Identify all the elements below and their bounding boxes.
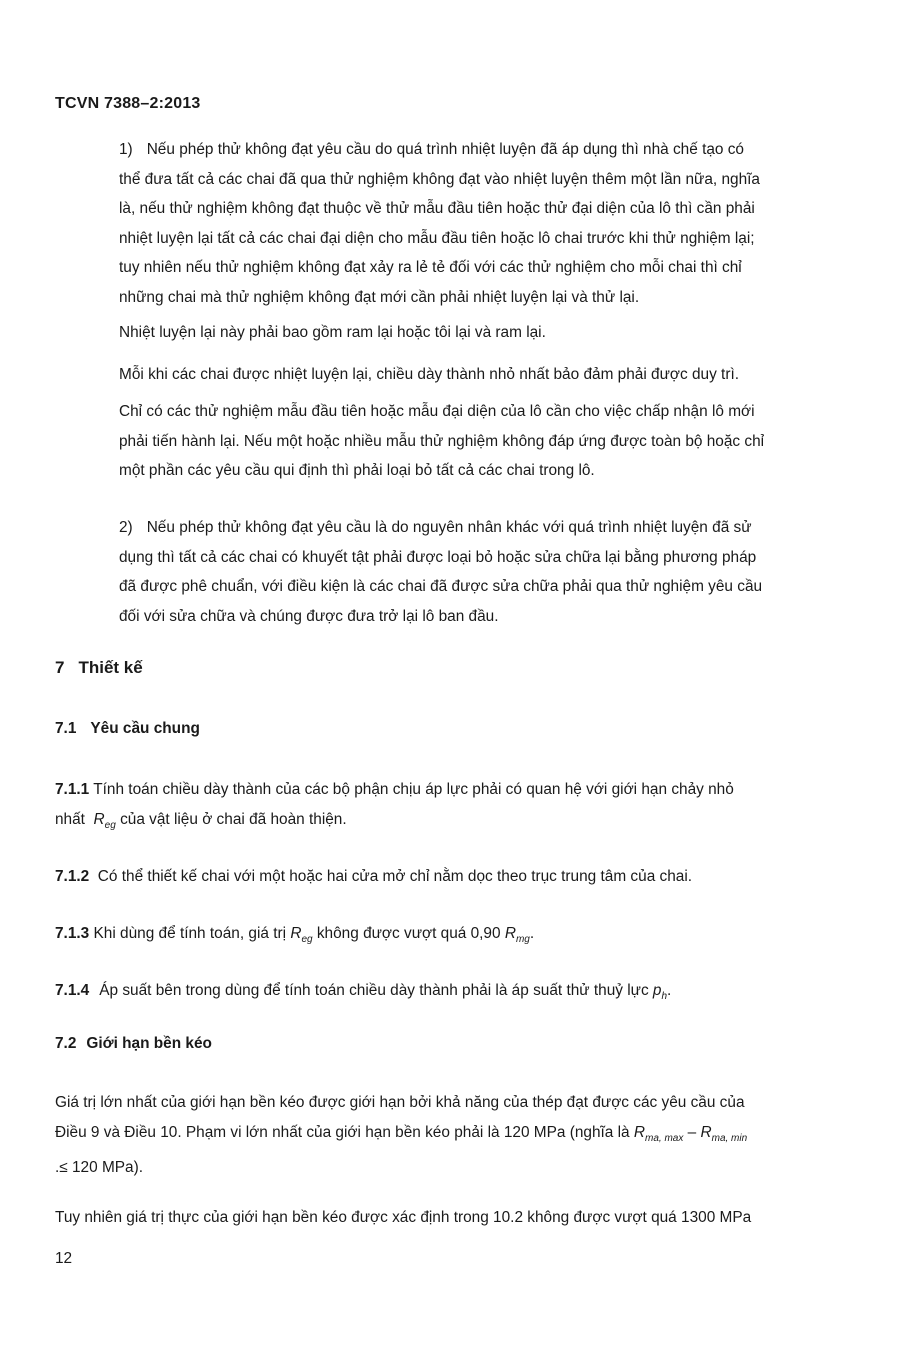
section-7-2-heading (55, 1035, 212, 1053)
item-1-marker: 1) (119, 141, 133, 158)
item-2-line-3: đã được phê chuẩn, với điều kiện là các chai đã được sửa chữa phải qua thử nghiệm yêu cầu (119, 578, 763, 595)
item-2-paragraph (119, 513, 829, 631)
clause-7-1-3-number: 7.1.3 (55, 925, 90, 942)
symbol-r-mg: $R_{mg}$ (504, 925, 530, 946)
clause-7-1-4-number: 7.1.4 (55, 982, 90, 999)
item-2-line-2: dụng thì tất cả các chai có khuyết tật phải được loại bỏ hoặc sửa chữa lại bằng phương pháp (119, 548, 757, 566)
standard-code-header: TCVN 7388–2:2013 (55, 95, 201, 112)
item-2-line-1: 2) Nếu phép thử không đạt yêu cầu là do nguyên nhân khác với quá trình nhiệt luyện đã sử (119, 519, 752, 536)
item-1-line-3: là, nếu thử nghiệm không đạt thuộc về thử mẫu đầu tiên hoặc thử đại diện của lô thì cần phải (119, 200, 755, 217)
page-number: 12 (55, 1250, 73, 1267)
thickness-paragraph: Mỗi khi các chai được nhiệt luyện lại, chiều dày thành nhỏ nhất bảo đảm phải được duy trì. (119, 366, 740, 383)
section-7-1-heading (55, 720, 200, 738)
symbol-r-ma-max: $R_{ma, max}$ (633, 1123, 684, 1144)
symbol-r-ma-min: $R_{ma, min}$ (700, 1123, 748, 1144)
section-7-2-title: Giới hạn bền kéo (86, 1035, 212, 1052)
item-1-paragraph (119, 135, 826, 312)
item-1-line-1: 1) Nếu phép thử không đạt yêu cầu do quá trình nhiệt luyện đã áp dụng thì nhà chế tạo có (119, 141, 744, 158)
item-1-line-4: nhiệt luyện lại tất cả các chai đại diện cho mẫu đầu tiên hoặc lô chai trước khi thử nghiệm lại; (119, 229, 755, 247)
item-1-line-5: tuy nhiên nếu thử nghiệm không đạt xảy ra lẻ tẻ đối với các thử nghiệm cho mỗi chai thì chỉ (119, 259, 742, 276)
symbol-p-h: $p_h$ (652, 982, 668, 1003)
item-1-line-2: thể đưa tất cả các chai đã qua thử nghiệm không đạt vào nhiệt luyện thêm một lần nữa, nghĩa (119, 170, 760, 188)
item-2-marker: 2) (119, 519, 133, 536)
retest-line-3: một phần các yêu cầu qui định thì phải loại bỏ tất cả các chai trong lô. (119, 462, 595, 479)
clause-7-1-2-number: 7.1.2 (55, 868, 90, 885)
section-7-1-number: 7.1 (55, 720, 77, 737)
clause-7-1-4: 7.1.4 Áp suất bên trong dùng để tính toán chiều dày thành phải là áp suất thử thuỷ lực $p_h$. (55, 982, 672, 1003)
symbol-r-eg: $R_{eg}$ (93, 810, 116, 831)
item-2-line-4: đối với sửa chữa và chúng được đưa trở lại lô ban đầu. (119, 607, 499, 625)
reheat-paragraph: Nhiệt luyện lại này phải bao gồm ram lại hoặc tôi lại và ram lại. (119, 324, 546, 341)
section-7-2-number: 7.2 (55, 1035, 77, 1052)
clause-7-1-1: 7.1.1 Tính toán chiều dày thành của các bộ phận chịu áp lực phải có quan hệ với giới hạn chảy nhỏ nhất $R_{eg}$ của vật liệu ở chai đã hoàn thiện. (55, 781, 734, 831)
retest-line-2: phải tiến hành lại. Nếu một hoặc nhiều mẫu thử nghiệm không đáp ứng được toàn bộ hoặc chỉ (119, 432, 765, 450)
section-7-title: Thiết kế (78, 658, 143, 677)
clause-7-1-2: 7.1.2 Có thể thiết kế chai với một hoặc hai cửa mở chỉ nằm dọc theo trục trung tâm của chai. (55, 868, 693, 885)
clause-7-1-1-number: 7.1.1 (55, 781, 90, 798)
clause-7-1-3: 7.1.3 Khi dùng để tính toán, giá trị $R_{eg}$ không được vượt quá 0,90 $R_{mg}$. (55, 925, 535, 946)
retest-paragraph (119, 397, 829, 486)
tensile-strength-paragraph: Giá trị lớn nhất của giới hạn bền kéo được giới hạn bởi khả năng của thép đạt được các yêu cầu của Điều 9 và Điều 10. Phạm vi lớn nhất của giới hạn bền kéo phải là 120 MPa (nghĩa là $R_{ma, max} - R_{ma, min}$ .≤ 120 MPa). (55, 1094, 748, 1177)
section-7-number: 7 (55, 658, 65, 677)
section-7-heading (55, 658, 143, 678)
actual-tensile-paragraph: Tuy nhiên giá trị thực của giới hạn bền kéo được xác định trong 10.2 không được vượt quá 1300 MPa (55, 1209, 752, 1226)
retest-line-1: Chỉ có các thử nghiệm mẫu đầu tiên hoặc mẫu đại diện của lô cần cho việc chấp nhận lô mới (119, 403, 755, 420)
section-7-1-title: Yêu cầu chung (90, 720, 200, 737)
symbol-r-eg-2: $R_{eg}$ (290, 925, 313, 946)
item-1-line-6: những chai mà thử nghiệm không đạt mới cần phải nhiệt luyện lại và thử lại. (119, 288, 640, 306)
